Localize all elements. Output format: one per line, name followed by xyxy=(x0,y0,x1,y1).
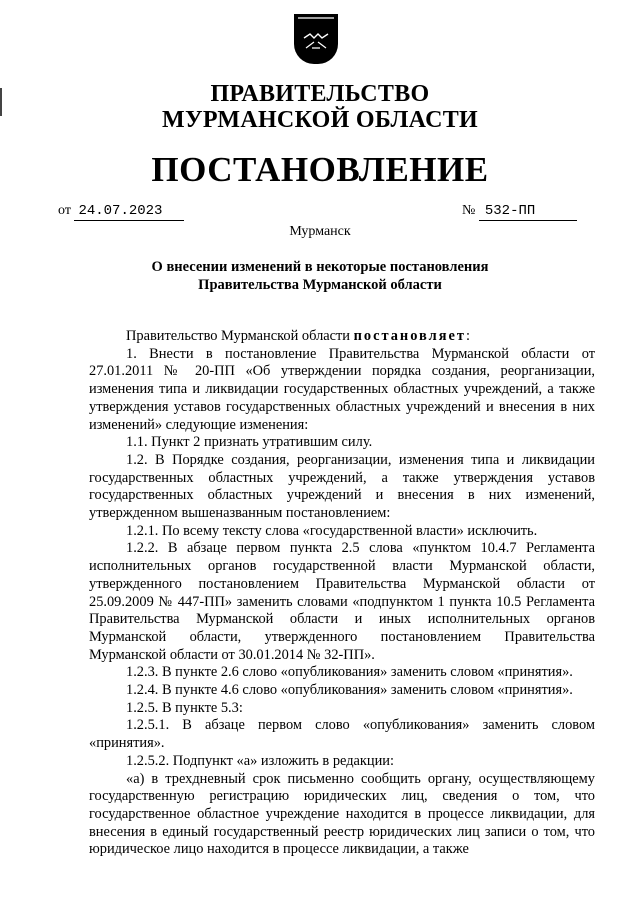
subject-line1: О внесении изменений в некоторые постановления xyxy=(151,259,489,275)
date-prefix: от xyxy=(58,203,71,218)
paragraph: 1.2. В Порядке создания, реорганизации, изменения типа и ликвидации государственных областных учреждений, а также утверждения уставов государственных областных учреждений и внесения в них изменений, утвержденном вышеназванным постановлением: xyxy=(89,451,595,522)
paragraph: 1.1. Пункт 2 признать утратившим силу. xyxy=(126,434,373,451)
date-field xyxy=(58,202,184,221)
coat-of-arms-icon xyxy=(294,14,338,64)
date-value: 24.07.2023 xyxy=(74,202,184,221)
paragraph: 1. Внести в постановление Правительства Мурманской области от 27.01.2011 № 20-ПП «Об утверждении порядка создания, реорганизации, изменения типа и ликвидации государственных областных учреждений, а также утверждения уставов государственных областных учреждений и внесения в них изменений» следующие изменения: xyxy=(89,345,595,433)
paragraph: 1.2.5.2. Подпункт «а» изложить в редакции: xyxy=(126,752,395,769)
intro-text: Правительство Мурманской области xyxy=(126,328,354,344)
paragraph: 1.2.5. В пункте 5.3: xyxy=(126,699,243,716)
paragraph: 1.2.2. В абзаце первом пункта 2.5 слова «пунктом 10.4.7 Регламента исполнительных органов государственной власти Мурманской области, утвержденного постановлением Правительства Мурманской области от 25.09.2009 № 447-ПП» заменить словами «подпунктом 1 пункта 10.5 Регламента Правительства Мурманской области и иных исполнительных органов Мурманской области, утвержденного постановлением Правительства Мурманской области от 30.01.2014 № 32-ПП». xyxy=(89,540,595,663)
intro-paragraph xyxy=(89,328,595,346)
org-name-line1: ПРАВИТЕЛЬСТВО xyxy=(210,81,430,107)
paragraph: 1.2.1. По всему тексту слова «государственной власти» исключить. xyxy=(126,522,538,539)
paragraph: 1.2.5.1. В абзаце первом слово «опубликования» заменить словом «принятия». xyxy=(89,717,595,752)
paragraph: 1.2.4. В пункте 4.6 слово «опубликования» заменить словом «принятия». xyxy=(126,682,573,699)
number-prefix: № xyxy=(462,203,476,218)
emblem-graphic xyxy=(294,14,338,64)
number-field xyxy=(462,202,577,221)
city: Мурманск xyxy=(289,224,351,239)
intro-keyword: постановляет xyxy=(353,328,466,344)
document-type: ПОСТАНОВЛЕНИЕ xyxy=(151,150,489,189)
intro-colon: : xyxy=(465,328,470,344)
number-value: 532-ПП xyxy=(479,202,577,221)
subject-line2: Правительства Мурманской области xyxy=(198,277,442,293)
paragraph: 1.2.3. В пункте 2.6 слово «опубликования» заменить словом «принятия». xyxy=(126,664,573,681)
document-body xyxy=(89,328,595,859)
paragraph: «а) в трехдневный срок письменно сообщить органу, осуществляющему государственную регистрацию юридических лиц, сведения о том, что государственное областное учреждение находится в процессе ликвидации, для внесения в единый государственный реестр юридических лиц записи о том, что юридическое лицо находится в процессе ликвидации, а также xyxy=(89,770,595,858)
org-name-line2: МУРМАНСКОЙ ОБЛАСТИ xyxy=(162,107,478,133)
